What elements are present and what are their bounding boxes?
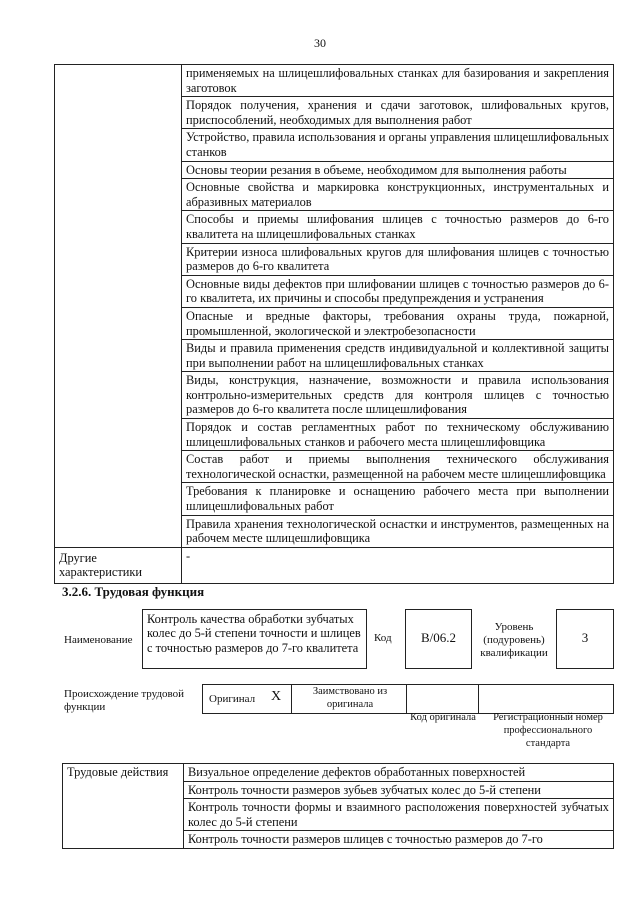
- original-code-label: Код оригинала: [410, 712, 476, 723]
- labor-action-item: Визуальное определение дефектов обработанных поверхностей: [184, 764, 614, 782]
- origin-label: Происхождение трудовой функции: [64, 688, 185, 713]
- borrowed-box: [292, 684, 407, 714]
- labor-actions-table: [62, 763, 614, 849]
- page-number: 30: [314, 36, 326, 50]
- knowledge-label-cell: [55, 65, 182, 548]
- knowledge-item: Основные виды дефектов при шлифовании шлицев с точностью размеров до 6-го квалитета, их причины и способы предупреждения и устранения: [182, 275, 614, 307]
- knowledge-item: Порядок и состав регламентных работ по техническому обслуживанию шлицешлифовальных станков и рабочего места шлицешлифовщика: [182, 419, 614, 451]
- knowledge-item: Виды и правила применения средств индивидуальной и коллективной защиты при выполнении работ на шлицешлифовальных станках: [182, 340, 614, 372]
- name-label: Наименование: [64, 634, 133, 646]
- knowledge-item: Способы и приемы шлифования шлицев с точностью размеров до 6-го квалитета на шлицешлифовальных станках: [182, 211, 614, 243]
- code-label: Код: [374, 632, 392, 644]
- original-label: Оригинал: [209, 693, 256, 705]
- knowledge-item: Устройство, правила использования и органы управления шлицешлифовальных станков: [182, 129, 614, 161]
- registration-number-label: Регистрационный номер профессионального стандарта: [493, 712, 603, 749]
- original-mark: X: [271, 689, 282, 704]
- level-label: Уровень (подуровень) квалификации: [480, 621, 548, 659]
- other-characteristics-label: Другие характеристики: [55, 547, 182, 583]
- knowledge-item: Виды, конструкция, назначение, возможности и правила использования контрольно-измерительных средств для контроля шлицев с точностью размеров до 6-го квалитета после шлицешлифования: [182, 372, 614, 419]
- knowledge-item: Основные свойства и маркировка конструкционных, инструментальных и абразивных материалов: [182, 179, 614, 211]
- labor-action-item: Контроль точности размеров шлицев с точностью размеров до 7-го: [184, 831, 614, 849]
- knowledge-item: применяемых на шлицешлифовальных станках для базирования и закрепления заготовок: [182, 65, 614, 97]
- knowledge-item: Основы теории резания в объеме, необходимом для выполнения работы: [182, 161, 614, 179]
- labor-action-item: Контроль точности формы и взаимного расположения поверхностей зубчатых колес до 5-й степени: [184, 799, 614, 831]
- registration-number-box: [479, 684, 614, 714]
- table-row: [55, 65, 614, 97]
- original-code-box: [407, 684, 479, 714]
- other-characteristics-value: -: [182, 547, 614, 583]
- function-name-box: Контроль качества обработки зубчатых колес до 5-й степени точности и шлицев с точностью размеров до 7-го квалитета: [142, 609, 367, 669]
- original-box: [202, 684, 292, 714]
- knowledge-table: [54, 64, 614, 584]
- function-code-box: B/06.2: [405, 609, 472, 669]
- labor-actions-label: Трудовые действия: [63, 764, 184, 849]
- knowledge-item: Опасные и вредные факторы, требования охраны труда, пожарной, промышленной, экологической и электробезопасности: [182, 307, 614, 339]
- borrowed-label: Заимствовано из оригинала: [312, 686, 388, 710]
- table-row: [55, 547, 614, 583]
- section-title: 3.2.6. Трудовая функция: [62, 584, 205, 599]
- table-row: [63, 764, 614, 782]
- knowledge-item: Требования к планировке и оснащению рабочего места при выполнении шлицешлифовальных работ: [182, 483, 614, 515]
- knowledge-item: Критерии износа шлифовальных кругов для шлифования шлицев с точностью размеров до 6-го квалитета: [182, 243, 614, 275]
- qualification-level-box: 3: [556, 609, 614, 669]
- knowledge-item: Порядок получения, хранения и сдачи заготовок, шлифовальных кругов, приспособлений, необходимых для выполнения работ: [182, 97, 614, 129]
- labor-action-item: Контроль точности размеров зубьев зубчатых колес до 5-й степени: [184, 781, 614, 799]
- knowledge-item: Правила хранения технологической оснастки и инструментов, размещенных на рабочем месте шлицешлифовщика: [182, 515, 614, 547]
- knowledge-item: Состав работ и приемы выполнения технического обслуживания технологической оснастки, размещенной на рабочем месте шлицешлифовщика: [182, 451, 614, 483]
